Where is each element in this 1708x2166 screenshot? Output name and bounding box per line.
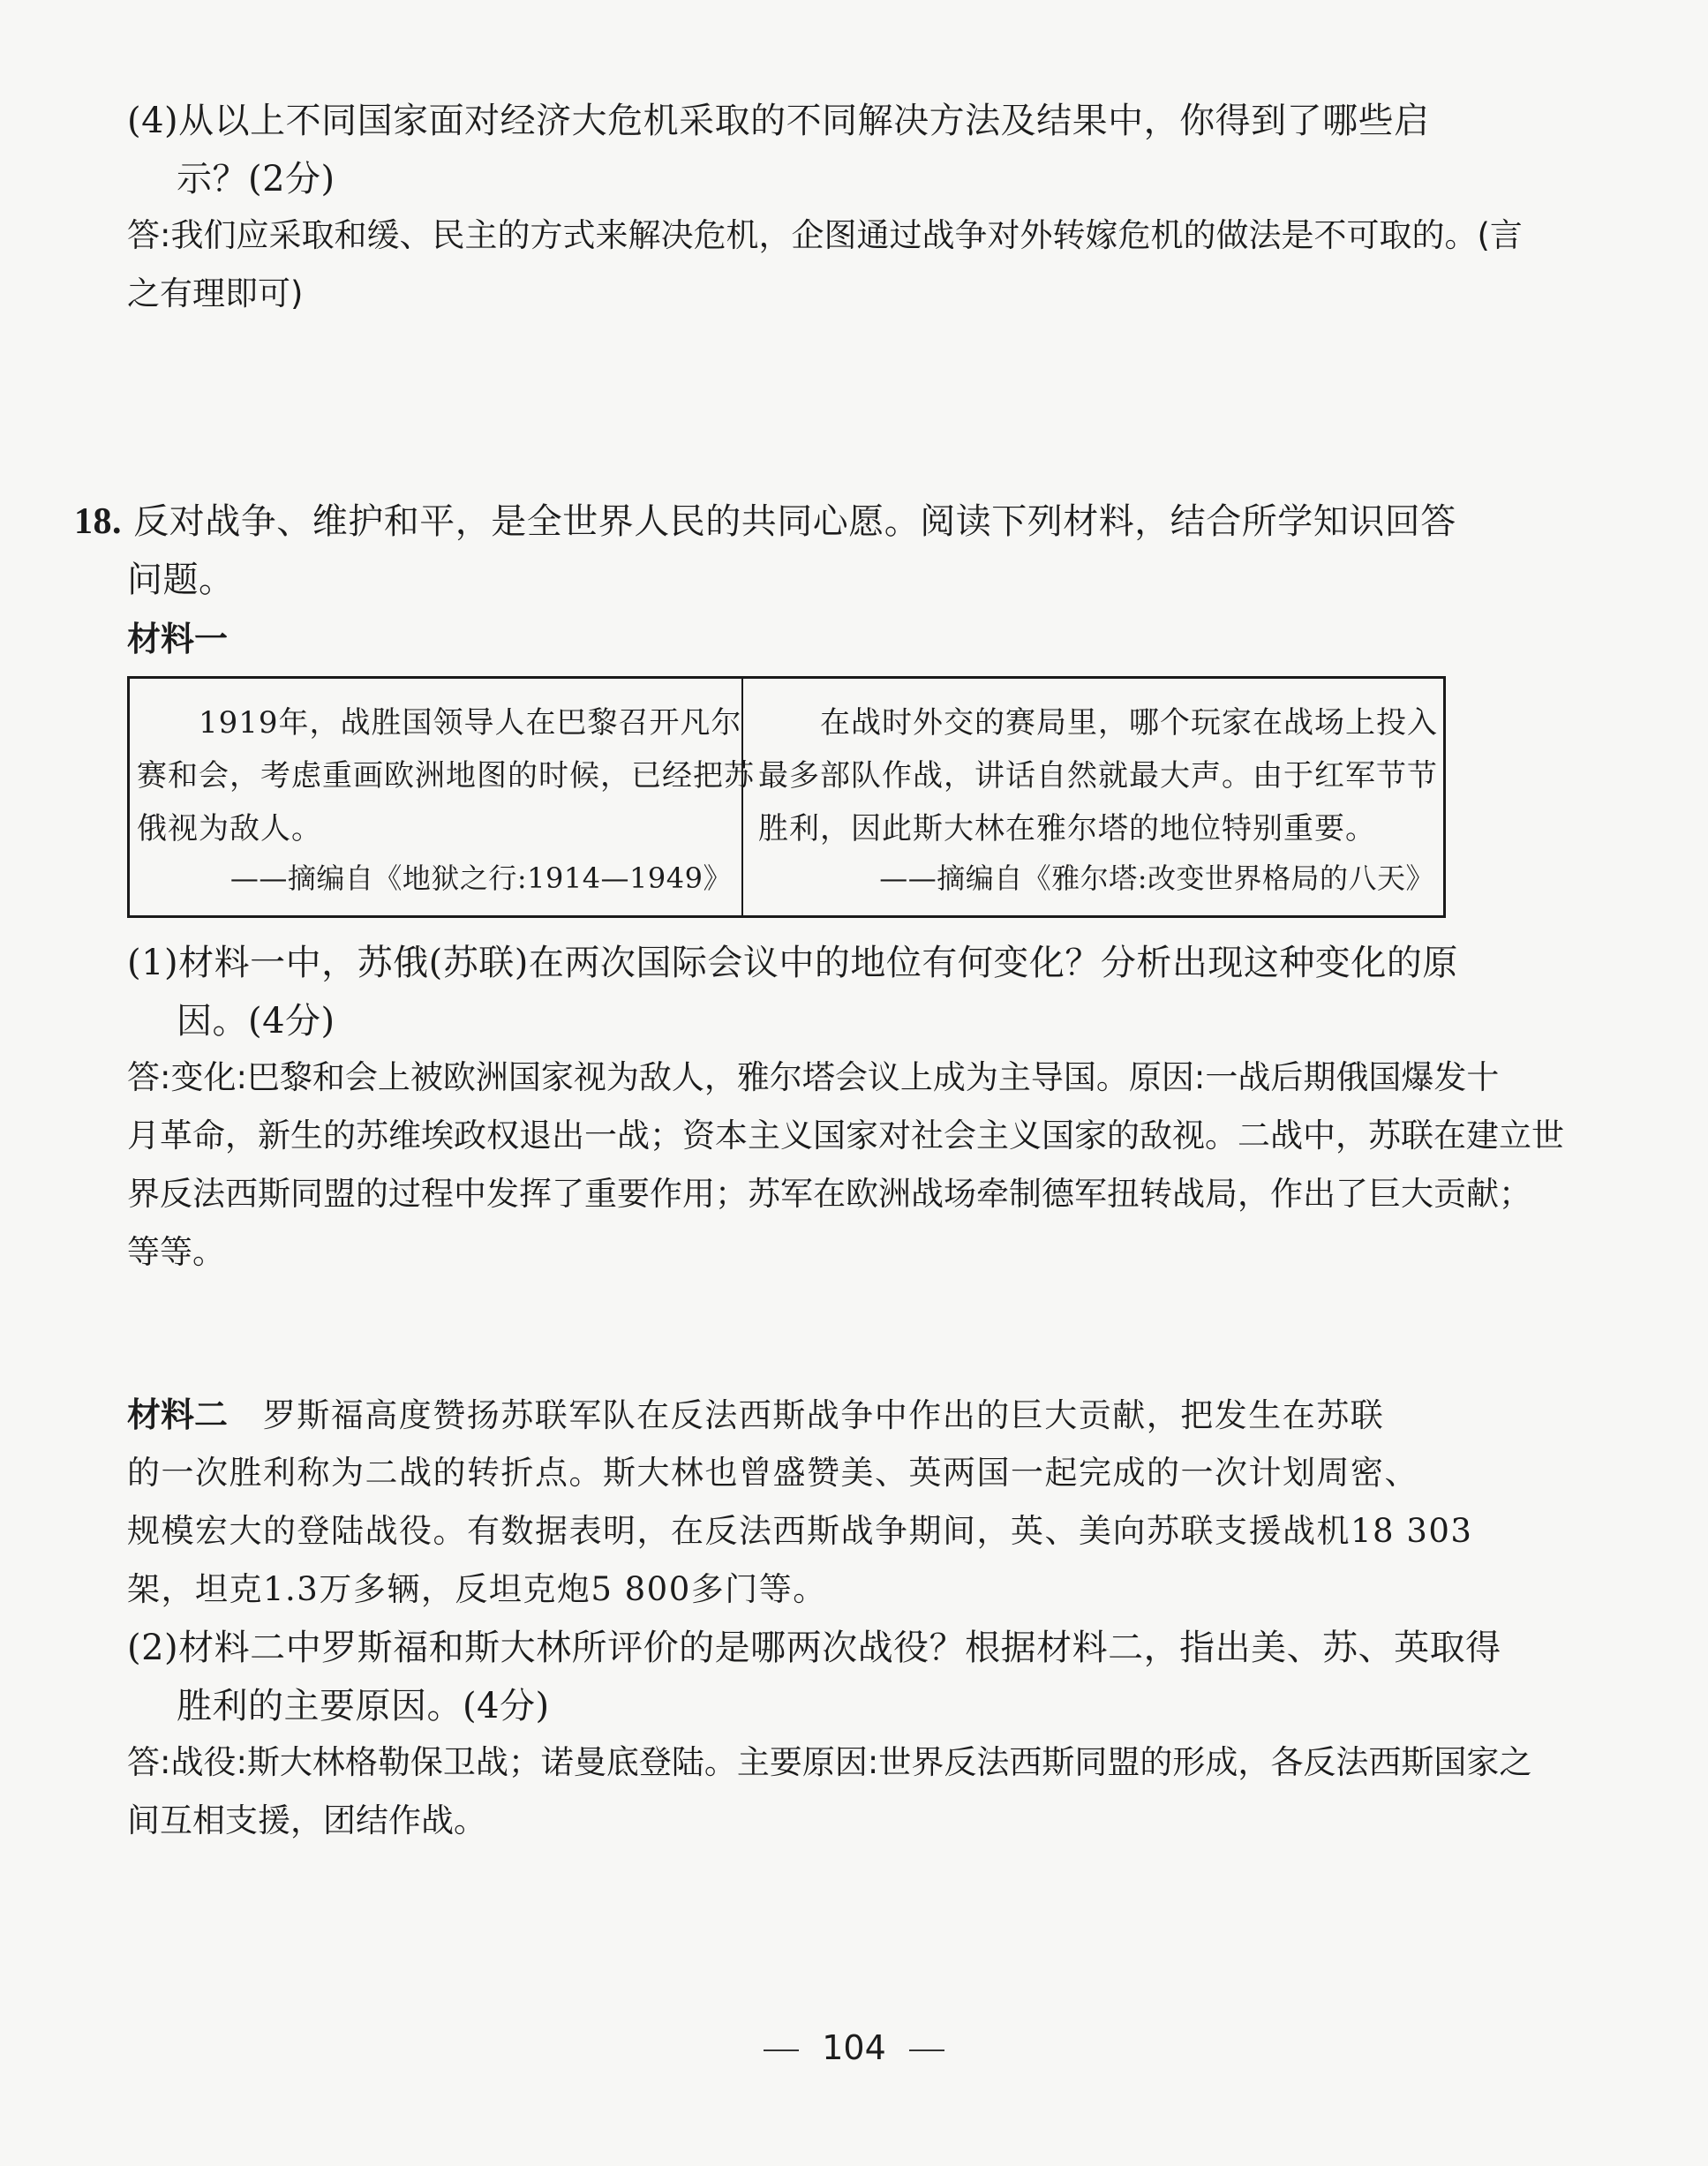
q18-stem-text: 反对战争、维护和平，是全世界人民的共同心愿。阅读下列材料，结合所学知识回答 xyxy=(133,501,1456,542)
material2-label: 材料二 xyxy=(127,1395,229,1434)
material2-line-4: 架，坦克1.3万多辆，反坦克炮5 800多门等。 xyxy=(127,1570,827,1608)
q18-stem-line-2: 问题。 xyxy=(127,560,235,600)
page-footer xyxy=(0,2021,1708,2074)
page-number: 104 xyxy=(822,2028,886,2067)
material2-line-1-text: 罗斯福高度赞扬苏联军队在反法西斯战争中作出的巨大贡献，把发生在苏联 xyxy=(262,1396,1385,1434)
q4-answer-line-1: 答:我们应采取和缓、民主的方式来解决危机，企图通过战争对外转嫁危机的做法是不可取的。(言 xyxy=(127,216,1523,254)
footer-dash-left xyxy=(764,2049,799,2051)
q4-line-1: (4)从以上不同国家面对经济大危机采取的不同解决方法及结果中，你得到了哪些启 xyxy=(127,101,1430,141)
material1-left-line-2: 赛和会，考虑重画欧洲地图的时候，已经把苏 xyxy=(137,758,755,793)
footer-dash-right xyxy=(909,2049,944,2051)
q18-number: 18. xyxy=(74,501,122,542)
q18-stem-line-1 xyxy=(74,493,1456,551)
material1-left-line-1: 1919年，战胜国领导人在巴黎召开凡尔 xyxy=(199,705,742,741)
sub1-line-2: 因。(4分) xyxy=(177,1001,335,1042)
sub1-answer-line-2: 月革命，新生的苏维埃政权退出一战；资本主义国家对社会主义国家的敌视。二战中，苏联在建立世 xyxy=(127,1117,1564,1154)
q4-line-2: 示？(2分) xyxy=(177,159,335,199)
material1-right-line-1: 在战时外交的赛局里，哪个玩家在战场上投入 xyxy=(820,705,1438,741)
material2-line-3: 规模宏大的登陆战役。有数据表明，在反法西斯战争期间，英、美向苏联支援战机18 303 xyxy=(127,1512,1473,1550)
material1-box xyxy=(127,676,1446,918)
sub1-answer-line-3: 界反法西斯同盟的过程中发挥了重要作用；苏军在欧洲战场牵制德军扭转战局，作出了巨大贡献； xyxy=(127,1175,1531,1213)
material2-line-1 xyxy=(127,1386,1384,1445)
sub2-line-2: 胜利的主要原因。(4分) xyxy=(177,1686,550,1726)
sub1-line-1: (1)材料一中，苏俄(苏联)在两次国际会议中的地位有何变化？分析出现这种变化的原 xyxy=(127,943,1458,983)
sub1-answer-line-4: 等等。 xyxy=(127,1233,225,1271)
material1-right-line-3: 胜利，因此斯大林在雅尔塔的地位特别重要。 xyxy=(758,811,1376,846)
material1-label: 材料一 xyxy=(127,620,229,658)
material1-left-line-3: 俄视为敌人。 xyxy=(137,811,322,846)
sub2-line-1: (2)材料二中罗斯福和斯大林所评价的是哪两次战役？根据材料二，指出美、苏、英取得 xyxy=(127,1628,1501,1668)
material1-left-source: ——摘编自《地狱之行:1914—1949》 xyxy=(229,861,732,895)
material1-right-line-2: 最多部队作战，讲话自然就最大声。由于红军节节 xyxy=(758,758,1438,793)
sub2-answer-line-2: 间互相支援，团结作战。 xyxy=(127,1801,486,1839)
material1-right-source: ——摘编自《雅尔塔:改变世界格局的八天》 xyxy=(879,861,1434,895)
material2-line-2: 的一次胜利称为二战的转折点。斯大林也曾盛赞美、英两国一起完成的一次计划周密、 xyxy=(127,1454,1418,1492)
q4-answer-line-2: 之有理即可) xyxy=(127,275,304,312)
sub1-answer-line-1: 答:变化:巴黎和会上被欧洲国家视为敌人，雅尔塔会议上成为主导国。原因:一战后期俄国爆发十 xyxy=(127,1058,1500,1096)
sub2-answer-line-1: 答:战役:斯大林格勒保卫战；诺曼底登陆。主要原因:世界反法西斯同盟的形成，各反法西斯国家之 xyxy=(127,1743,1532,1781)
